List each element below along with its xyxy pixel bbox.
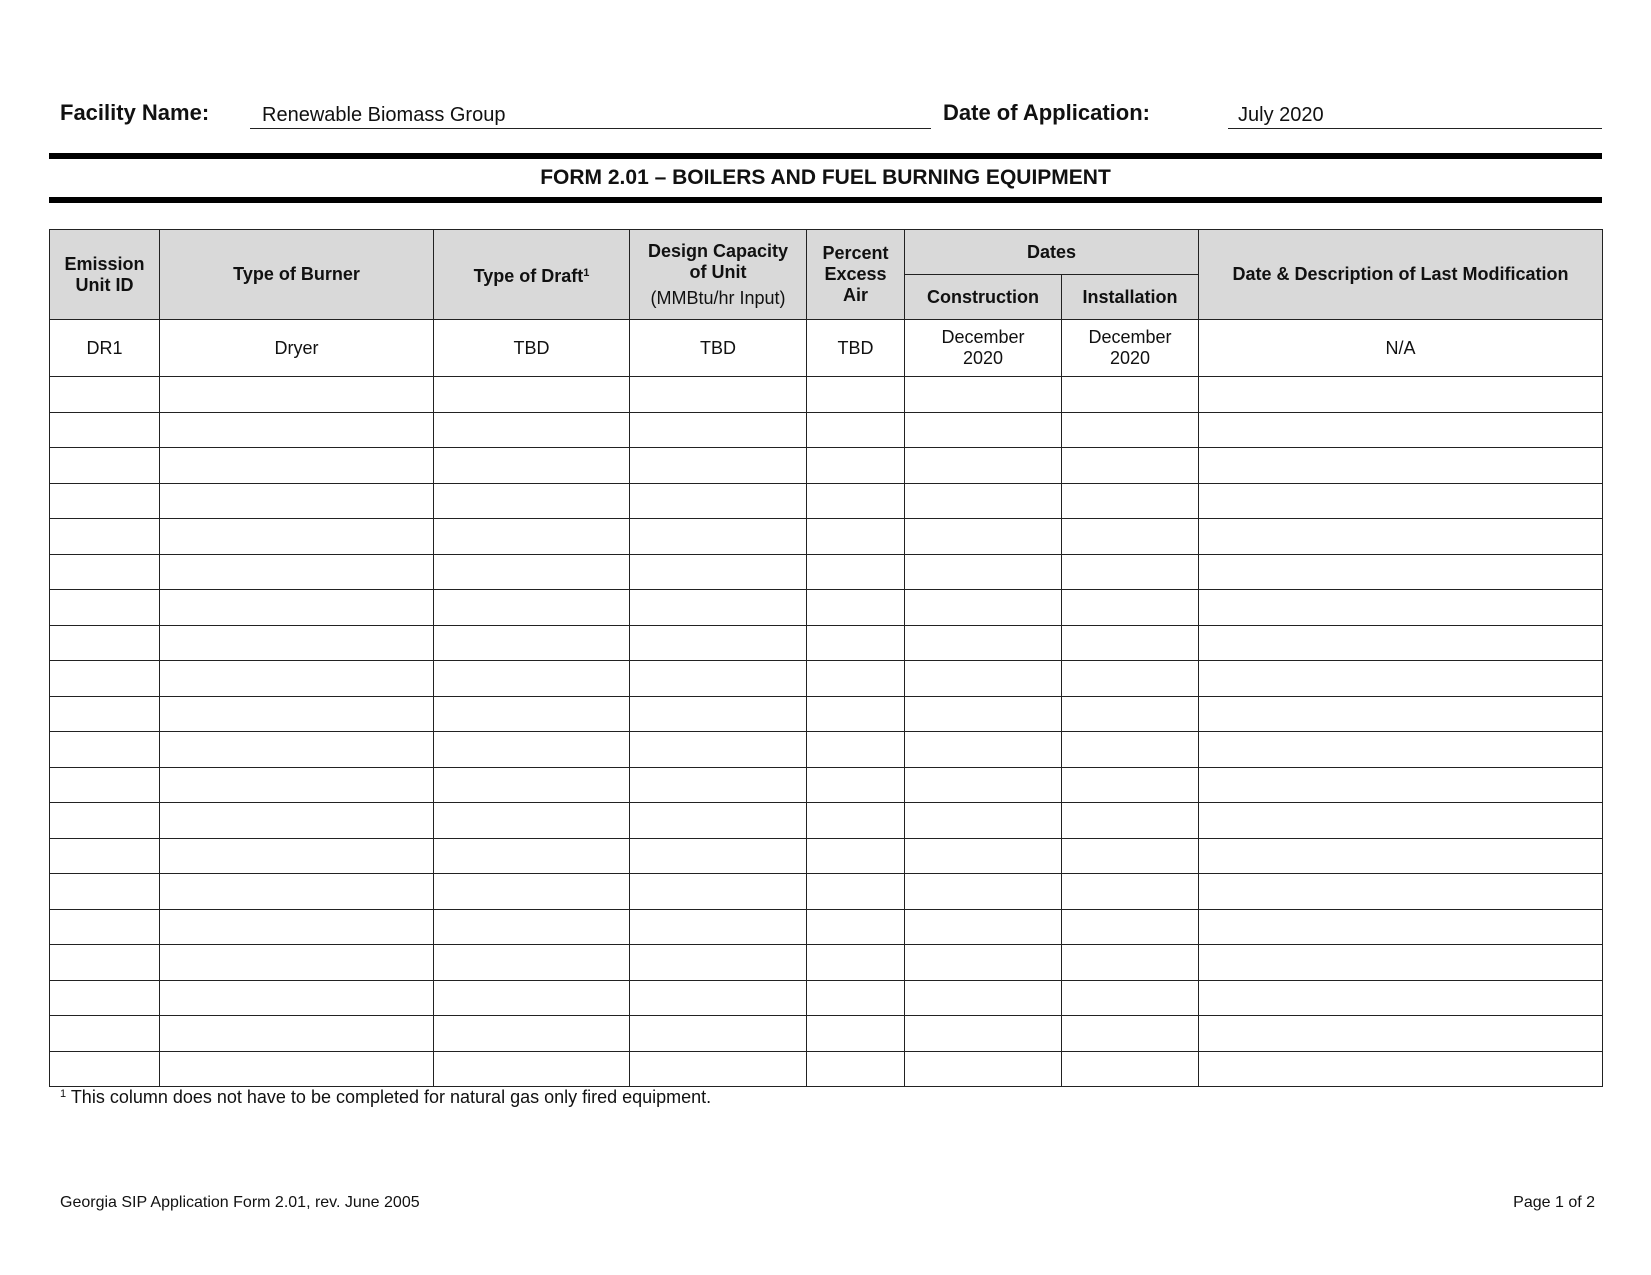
empty-cell[interactable] [905, 448, 1062, 484]
header-last-modification: Date & Description of Last Modification [1199, 230, 1603, 320]
footnote-text: This column does not have to be completed for natural gas only fired equipment. [70, 1087, 712, 1107]
empty-cell[interactable] [807, 803, 905, 839]
form-title: FORM 2.01 – BOILERS AND FUEL BURNING EQUIPMENT [540, 166, 1111, 189]
empty-cell[interactable] [434, 377, 630, 413]
empty-cell[interactable] [630, 874, 807, 910]
empty-cell[interactable] [1062, 1016, 1199, 1052]
empty-cell[interactable] [434, 625, 630, 661]
empty-cell[interactable] [160, 803, 434, 839]
empty-cell[interactable] [1062, 554, 1199, 590]
empty-cell[interactable] [434, 412, 630, 448]
empty-cell[interactable] [807, 483, 905, 519]
empty-cell[interactable] [160, 1051, 434, 1087]
cell-construction[interactable]: December 2020 [905, 320, 1062, 377]
empty-cell[interactable] [50, 377, 160, 413]
cell-last-modification[interactable]: N/A [1199, 320, 1603, 377]
empty-cell[interactable] [630, 554, 807, 590]
empty-cell[interactable] [630, 838, 807, 874]
empty-cell[interactable] [630, 1016, 807, 1052]
header-type-of-draft-text: Type of Draft [473, 265, 584, 286]
empty-cell[interactable] [807, 625, 905, 661]
empty-cell[interactable] [807, 590, 905, 626]
empty-cell[interactable] [905, 590, 1062, 626]
cell-design-capacity[interactable]: TBD [630, 320, 807, 377]
date-of-application-underline [1228, 128, 1602, 129]
table-row-empty [50, 625, 1603, 661]
title-bottom-rule [49, 197, 1602, 203]
empty-cell[interactable] [1199, 909, 1603, 945]
cell-percent-excess-air[interactable]: TBD [807, 320, 905, 377]
empty-cell[interactable] [160, 732, 434, 768]
empty-cell[interactable] [630, 519, 807, 555]
empty-cell[interactable] [160, 838, 434, 874]
header-type-of-draft-footnote-marker: 1 [583, 266, 590, 279]
empty-cell[interactable] [1199, 945, 1603, 981]
table-row-empty [50, 980, 1603, 1016]
empty-cell[interactable] [1062, 519, 1199, 555]
table-row-empty [50, 448, 1603, 484]
empty-cell[interactable] [630, 980, 807, 1016]
header-construction: Construction [905, 275, 1062, 320]
empty-cell[interactable] [1062, 732, 1199, 768]
empty-cell[interactable] [1062, 838, 1199, 874]
empty-cell[interactable] [160, 483, 434, 519]
cell-emission-unit-id[interactable]: DR1 [50, 320, 160, 377]
empty-cell[interactable] [1062, 945, 1199, 981]
empty-cell[interactable] [630, 377, 807, 413]
empty-cell[interactable] [434, 519, 630, 555]
empty-cell[interactable] [1062, 377, 1199, 413]
empty-cell[interactable] [160, 625, 434, 661]
empty-cell[interactable] [434, 661, 630, 697]
empty-cell[interactable] [50, 519, 160, 555]
empty-cell[interactable] [1199, 625, 1603, 661]
empty-cell[interactable] [807, 838, 905, 874]
empty-cell[interactable] [160, 909, 434, 945]
empty-cell[interactable] [630, 732, 807, 768]
empty-cell[interactable] [807, 377, 905, 413]
empty-cell[interactable] [1062, 767, 1199, 803]
empty-cell[interactable] [905, 661, 1062, 697]
empty-cell[interactable] [160, 554, 434, 590]
empty-cell[interactable] [905, 377, 1062, 413]
empty-cell[interactable] [630, 767, 807, 803]
empty-cell[interactable] [434, 554, 630, 590]
empty-cell[interactable] [905, 1016, 1062, 1052]
table-row-empty [50, 767, 1603, 803]
empty-cell[interactable] [1199, 980, 1603, 1016]
empty-cell[interactable] [905, 519, 1062, 555]
empty-cell[interactable] [1199, 412, 1603, 448]
empty-cell[interactable] [905, 838, 1062, 874]
empty-cell[interactable] [434, 945, 630, 981]
empty-cell[interactable] [50, 661, 160, 697]
empty-cell[interactable] [905, 767, 1062, 803]
cell-type-of-draft[interactable]: TBD [434, 320, 630, 377]
table-row-empty [50, 1051, 1603, 1087]
empty-cell[interactable] [807, 1051, 905, 1087]
date-of-application-label: Date of Application: [943, 100, 1150, 125]
facility-name-label: Facility Name: [60, 100, 210, 125]
empty-cell[interactable] [1199, 519, 1603, 555]
empty-cell[interactable] [434, 767, 630, 803]
empty-cell[interactable] [160, 377, 434, 413]
empty-cell[interactable] [630, 661, 807, 697]
table-row-empty [50, 519, 1603, 555]
empty-cell[interactable] [50, 945, 160, 981]
empty-cell[interactable] [1062, 874, 1199, 910]
empty-cell[interactable] [905, 625, 1062, 661]
empty-cell[interactable] [434, 448, 630, 484]
empty-cell[interactable] [905, 980, 1062, 1016]
empty-cell[interactable] [434, 483, 630, 519]
form-revision-footer: Georgia SIP Application Form 2.01, rev. June 2005 [60, 1194, 420, 1211]
empty-cell[interactable] [50, 590, 160, 626]
table-row-empty [50, 909, 1603, 945]
empty-cell[interactable] [1062, 483, 1199, 519]
empty-cell[interactable] [160, 980, 434, 1016]
empty-cell[interactable] [905, 483, 1062, 519]
empty-cell[interactable] [434, 803, 630, 839]
empty-cell[interactable] [807, 519, 905, 555]
empty-cell[interactable] [630, 803, 807, 839]
empty-cell[interactable] [807, 696, 905, 732]
cell-type-of-burner[interactable]: Dryer [160, 320, 434, 377]
empty-cell[interactable] [434, 909, 630, 945]
empty-cell[interactable] [1062, 980, 1199, 1016]
table-row-empty [50, 1016, 1603, 1052]
empty-cell[interactable] [160, 696, 434, 732]
empty-cell[interactable] [50, 909, 160, 945]
empty-cell[interactable] [50, 767, 160, 803]
empty-cell[interactable] [630, 590, 807, 626]
empty-cell[interactable] [1199, 1016, 1603, 1052]
table-row-empty [50, 412, 1603, 448]
empty-cell[interactable] [434, 590, 630, 626]
empty-cell[interactable] [1199, 874, 1603, 910]
empty-cell[interactable] [1062, 625, 1199, 661]
empty-cell[interactable] [630, 945, 807, 981]
empty-cell[interactable] [1199, 448, 1603, 484]
header-design-capacity-text: Design Capacity of Unit [647, 240, 789, 282]
empty-cell[interactable] [434, 696, 630, 732]
empty-cell[interactable] [434, 732, 630, 768]
empty-cell[interactable] [434, 980, 630, 1016]
empty-cell[interactable] [1199, 767, 1603, 803]
header-emission-unit-id: Emission Unit ID [50, 230, 160, 320]
empty-cell[interactable] [1199, 483, 1603, 519]
empty-cell[interactable] [1199, 661, 1603, 697]
empty-cell[interactable] [50, 732, 160, 768]
empty-cell[interactable] [160, 448, 434, 484]
empty-cell[interactable] [50, 838, 160, 874]
empty-cell[interactable] [1199, 1051, 1603, 1087]
empty-cell[interactable] [630, 412, 807, 448]
table-row [50, 320, 1603, 377]
empty-cell[interactable] [807, 732, 905, 768]
equipment-table [49, 229, 1603, 1087]
empty-cell[interactable] [1062, 909, 1199, 945]
empty-cell[interactable] [50, 980, 160, 1016]
empty-cell[interactable] [1062, 696, 1199, 732]
empty-cell[interactable] [160, 945, 434, 981]
empty-cell[interactable] [160, 1016, 434, 1052]
table-row-empty [50, 803, 1603, 839]
table-row-empty [50, 945, 1603, 981]
empty-cell[interactable] [50, 448, 160, 484]
empty-cell[interactable] [807, 767, 905, 803]
empty-cell[interactable] [1199, 377, 1603, 413]
table-row-empty [50, 838, 1603, 874]
empty-cell[interactable] [1199, 803, 1603, 839]
empty-cell[interactable] [50, 554, 160, 590]
empty-cell[interactable] [630, 909, 807, 945]
empty-cell[interactable] [905, 1051, 1062, 1087]
empty-cell[interactable] [50, 1016, 160, 1052]
empty-cell[interactable] [630, 1051, 807, 1087]
table-row-empty [50, 732, 1603, 768]
facility-name-underline [250, 128, 931, 129]
table-row-empty [50, 554, 1603, 590]
empty-cell[interactable] [807, 448, 905, 484]
empty-cell[interactable] [50, 625, 160, 661]
empty-cell[interactable] [807, 412, 905, 448]
empty-cell[interactable] [807, 980, 905, 1016]
empty-cell[interactable] [807, 661, 905, 697]
empty-cell[interactable] [630, 448, 807, 484]
empty-cell[interactable] [1199, 838, 1603, 874]
empty-cell[interactable] [160, 590, 434, 626]
empty-cell[interactable] [160, 412, 434, 448]
empty-cell[interactable] [1062, 412, 1199, 448]
empty-cell[interactable] [905, 412, 1062, 448]
date-of-application-value[interactable]: July 2020 [1238, 104, 1324, 126]
footnote-marker: 1 [60, 1088, 67, 1100]
cell-installation[interactable]: December 2020 [1062, 320, 1199, 377]
empty-cell[interactable] [807, 945, 905, 981]
empty-cell[interactable] [50, 412, 160, 448]
empty-cell[interactable] [905, 732, 1062, 768]
empty-cell[interactable] [1199, 732, 1603, 768]
empty-cell[interactable] [630, 483, 807, 519]
header-type-of-draft [434, 230, 630, 320]
empty-cell[interactable] [434, 1016, 630, 1052]
title-top-rule [49, 153, 1602, 159]
empty-cell[interactable] [905, 945, 1062, 981]
empty-cell[interactable] [50, 1051, 160, 1087]
empty-cell[interactable] [50, 803, 160, 839]
header-dates: Dates [905, 230, 1199, 275]
table-row-empty [50, 661, 1603, 697]
table-row-empty [50, 590, 1603, 626]
empty-cell[interactable] [50, 696, 160, 732]
empty-cell[interactable] [905, 874, 1062, 910]
empty-cell[interactable] [905, 909, 1062, 945]
table-footnote [60, 1087, 711, 1108]
header-installation: Installation [1062, 275, 1199, 320]
empty-cell[interactable] [807, 1016, 905, 1052]
empty-cell[interactable] [50, 483, 160, 519]
empty-cell[interactable] [905, 554, 1062, 590]
header-design-capacity-units: (MMBtu/hr Input) [650, 287, 786, 308]
empty-cell[interactable] [434, 874, 630, 910]
empty-cell[interactable] [160, 519, 434, 555]
table-row-empty [50, 696, 1603, 732]
header-design-capacity [630, 230, 807, 320]
empty-cell[interactable] [630, 625, 807, 661]
empty-cell[interactable] [1062, 1051, 1199, 1087]
page-number: Page 1 of 2 [1513, 1194, 1595, 1211]
empty-cell[interactable] [905, 696, 1062, 732]
empty-cell[interactable] [160, 767, 434, 803]
empty-cell[interactable] [630, 696, 807, 732]
empty-cell[interactable] [807, 554, 905, 590]
empty-cell[interactable] [1062, 448, 1199, 484]
empty-cell[interactable] [50, 874, 160, 910]
facility-name-value[interactable]: Renewable Biomass Group [262, 104, 506, 126]
header-type-of-burner: Type of Burner [160, 230, 434, 320]
empty-cell[interactable] [160, 661, 434, 697]
table-row-empty [50, 483, 1603, 519]
empty-cell[interactable] [1199, 696, 1603, 732]
table-row-empty [50, 377, 1603, 413]
header-percent-excess-air: Percent Excess Air [807, 230, 905, 320]
table-row-empty [50, 874, 1603, 910]
empty-cell[interactable] [807, 874, 905, 910]
empty-cell[interactable] [434, 838, 630, 874]
empty-cell[interactable] [1199, 554, 1603, 590]
empty-cell[interactable] [1199, 590, 1603, 626]
empty-cell[interactable] [1062, 590, 1199, 626]
empty-cell[interactable] [1062, 803, 1199, 839]
empty-cell[interactable] [434, 1051, 630, 1087]
empty-cell[interactable] [1062, 661, 1199, 697]
empty-cell[interactable] [807, 909, 905, 945]
empty-cell[interactable] [160, 874, 434, 910]
empty-cell[interactable] [905, 803, 1062, 839]
